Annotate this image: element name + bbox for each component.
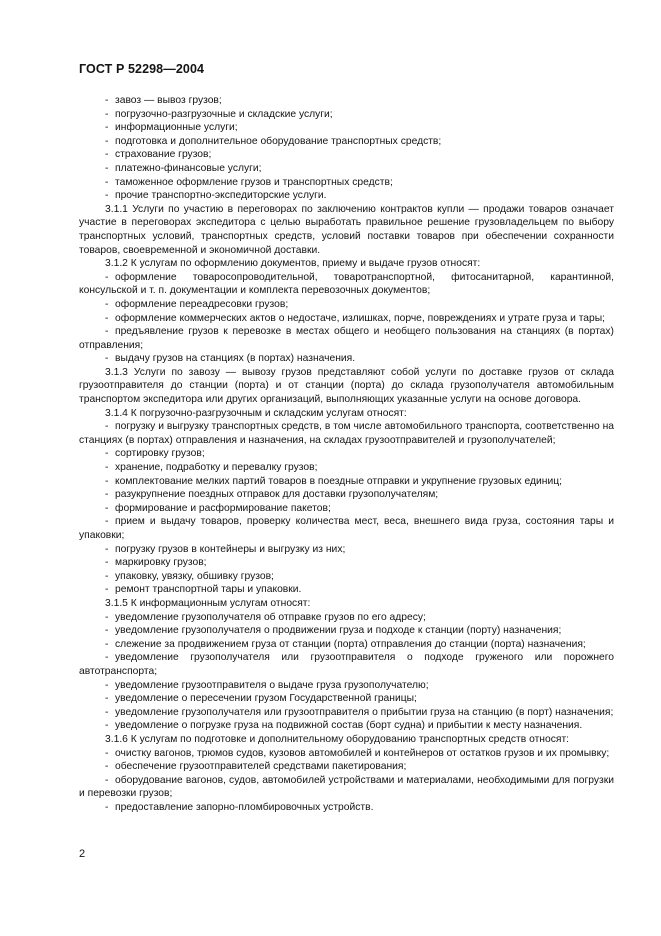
- paragraph: 3.1.5 К информационным услугам относят:: [105, 597, 311, 609]
- list-item: - формирование и расформирование пакетов;: [79, 502, 614, 516]
- list-item: - сортировку грузов;: [79, 447, 614, 461]
- list-item: - оформление товаросопроводительной, товаротранспортной, фитосанитарной, карантинной, консульской и т. п. документации и комплекта перевозочных документов;: [79, 271, 614, 298]
- list-item: - страхование грузов;: [79, 148, 614, 162]
- list-item: - выдачу грузов на станциях (в портах) назначения.: [79, 352, 614, 366]
- list-item: - оформление переадресовки грузов;: [79, 298, 614, 312]
- list-item: - погрузочно-разгрузочные и складские услуги;: [79, 108, 614, 122]
- list-item: - уведомление грузополучателя об отправке грузов по его адресу;: [79, 611, 614, 625]
- list-item: - уведомление грузополучателя о продвижении груза и подходе к станции (порту) назначения;: [79, 624, 614, 638]
- list-item: - платежно-финансовые услуги;: [79, 162, 614, 176]
- list-item: - хранение, подработку и перевалку грузов;: [79, 461, 614, 475]
- list-item: - уведомление о пересечении грузом Государственной границы;: [79, 692, 614, 706]
- list-item: - уведомление о погрузке груза на подвижной состав (борт судна) и прибытии к месту назначения.: [79, 719, 614, 733]
- paragraph: 3.1.3 Услуги по завозу — вывозу грузов представляют собой услуги по доставке грузов от склада грузоотправителя до станции (порта) и от станции (порта) до склада грузополучателя автомобильным транспортом экспедитора или других организаций, выполняющих указанные услуги на основе договора.: [79, 366, 614, 406]
- list-item: - обеспечение грузоотправителей средствами пакетирования;: [79, 760, 614, 774]
- list-item: - уведомление грузоотправителя о выдаче груза грузополучателю;: [79, 679, 614, 693]
- list-item: - уведомление грузополучателя или грузоотправителя о прибытии груза на станцию (в порт) назначения;: [79, 706, 614, 720]
- page-number: 2: [79, 848, 86, 860]
- list-item: - комплектование мелких партий товаров в поездные отправки и укрупнение грузовых единиц;: [79, 475, 614, 489]
- list-item: - таможенное оформление грузов и транспортных средств;: [79, 176, 614, 190]
- list-item: - уведомление грузополучателя или грузоотправителя о подходе груженого или порожнего автотранспорта;: [79, 651, 614, 678]
- list-item: - прочие транспортно-экспедиторские услуги.: [79, 189, 614, 203]
- list-item: - предоставление запорно-пломбировочных устройств.: [79, 801, 614, 815]
- paragraph: 3.1.1 Услуги по участию в переговорах по заключению контрактов купли — продажи товаров означает участие в переговорах экспедитора с целью выработать правильное решение грузовладельцем по выбору транспортных условий, транспортных средств, условий поставки товаров при обеспечении сохранности товаров, своевременной и экономичной доставки.: [79, 203, 614, 256]
- list-item: - упаковку, увязку, обшивку грузов;: [79, 570, 614, 584]
- list-item: - погрузку и выгрузку транспортных средств, в том числе автомобильного транспорта, соответственно на станциях (в портах) отправления и назначения, на складах грузоотправителей и грузополучателей;: [79, 420, 614, 447]
- document-header: ГОСТ Р 52298—2004: [79, 62, 205, 76]
- list-item: - прием и выдачу товаров, проверку количества мест, веса, внешнего вида груза, состояния тары и упаковки;: [79, 515, 614, 542]
- list-item: - очистку вагонов, трюмов судов, кузовов автомобилей и контейнеров от остатков грузов и их промывку;: [79, 747, 614, 761]
- list-item: - подготовка и дополнительное оборудование транспортных средств;: [79, 135, 614, 149]
- list-item: - слежение за продвижением груза от станции (порта) отправления до станции (порта) назначения;: [79, 638, 614, 652]
- list-item: - погрузку грузов в контейнеры и выгрузку из них;: [79, 543, 614, 557]
- list-item: - информационные услуги;: [79, 121, 614, 135]
- list-item: - разукрупнение поездных отправок для доставки грузополучателям;: [79, 488, 614, 502]
- paragraph: 3.1.6 К услугам по подготовке и дополнительному оборудованию транспортных средств относят:: [105, 733, 570, 745]
- paragraph: 3.1.4 К погрузочно-разгрузочным и складским услугам относят:: [105, 407, 407, 419]
- list-item: - завоз — вывоз грузов;: [79, 94, 614, 108]
- document-body: [79, 94, 614, 814]
- list-item: - предъявление грузов к перевозке в местах общего и необщего пользования на станциях (в портах) отправления;: [79, 325, 614, 352]
- list-item: - маркировку грузов;: [79, 556, 614, 570]
- list-item: - ремонт транспортной тары и упаковки.: [79, 583, 614, 597]
- list-item: - оборудование вагонов, судов, автомобилей устройствами и материалами, необходимыми для погрузки и перевозки грузов;: [79, 774, 614, 801]
- paragraph: 3.1.2 К услугам по оформлению документов, приему и выдаче грузов относят:: [105, 258, 481, 270]
- list-item: - оформление коммерческих актов о недостаче, излишках, порче, повреждениях и утрате груза и тары;: [79, 312, 614, 326]
